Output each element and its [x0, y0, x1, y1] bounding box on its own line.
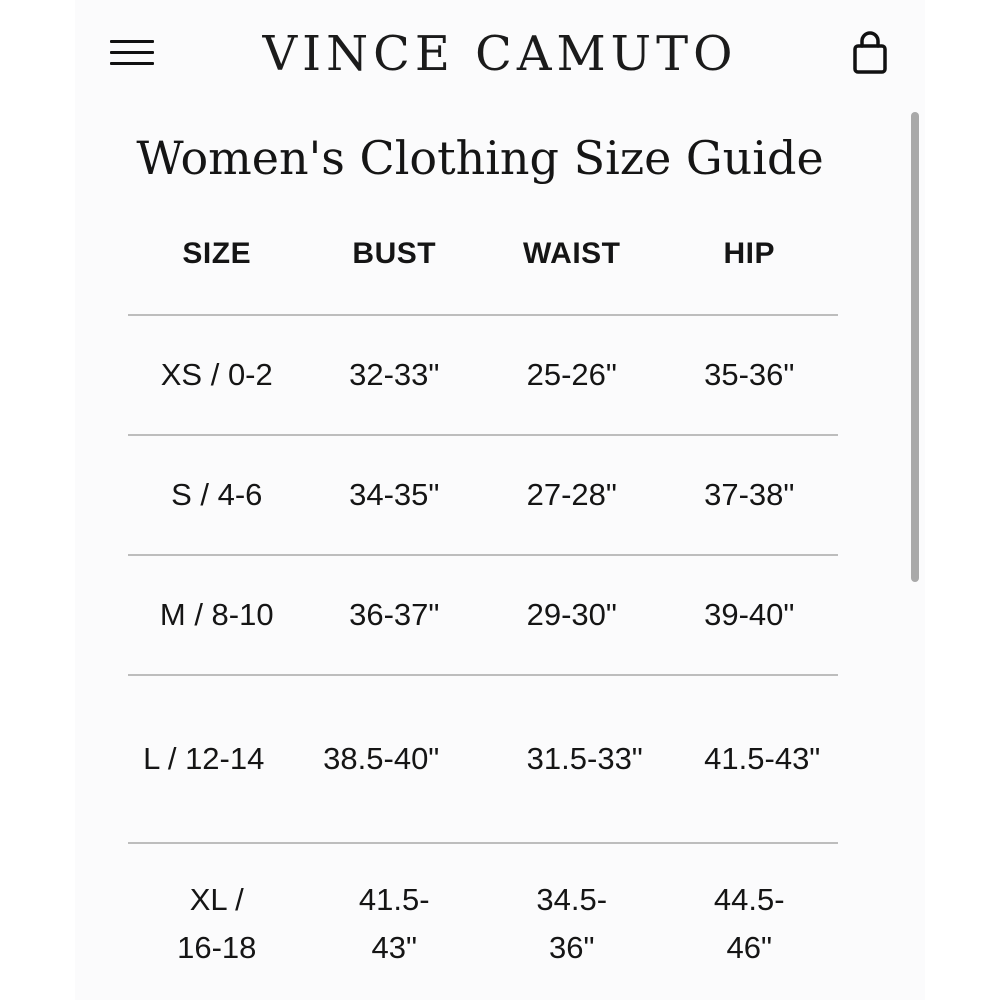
table-row: [128, 316, 838, 436]
table-row: [128, 844, 838, 1000]
brand-logo[interactable]: VINCE CAMUTO: [262, 26, 738, 82]
column-header-waist: WAIST: [523, 237, 621, 270]
size-cell: XL / 16-18: [177, 882, 257, 965]
waist-cell: 34.5-36": [536, 882, 608, 965]
column-header-bust: BUST: [352, 237, 437, 270]
column-header-hip: HIP: [723, 237, 775, 270]
bust-cell: 34-35": [349, 477, 440, 512]
table-row: [128, 556, 838, 676]
column-header-size: SIZE: [182, 237, 252, 270]
size-cell: XS / 0-2: [160, 357, 273, 392]
waist-cell: 27-28": [526, 477, 617, 512]
waist-cell: 31.5-33": [526, 741, 643, 776]
bust-cell: 41.5-43": [358, 882, 430, 965]
hip-cell: 39-40": [704, 597, 795, 632]
hip-cell: 44.5-46": [713, 882, 785, 965]
bust-cell: 32-33": [349, 357, 440, 392]
waist-cell: 25-26": [526, 357, 617, 392]
bust-cell: 36-37": [349, 597, 440, 632]
table-row: [128, 436, 838, 556]
table-header: [128, 222, 838, 316]
size-table: [128, 222, 838, 1000]
bust-cell: 38.5-40": [323, 741, 440, 776]
waist-cell: 29-30": [526, 597, 617, 632]
size-cell: S / 4-6: [171, 477, 263, 512]
page-title: Women's Clothing Size Guide: [136, 131, 824, 185]
size-cell: L / 12-14: [143, 741, 265, 776]
hip-cell: 37-38": [704, 477, 795, 512]
hamburger-menu-icon[interactable]: [110, 38, 154, 68]
hip-cell: 41.5-43": [704, 741, 821, 776]
hip-cell: 35-36": [704, 357, 795, 392]
shopping-bag-icon[interactable]: [850, 30, 890, 76]
table-row: [128, 676, 838, 844]
scrollbar[interactable]: [911, 112, 919, 582]
size-cell: M / 8-10: [159, 597, 274, 632]
